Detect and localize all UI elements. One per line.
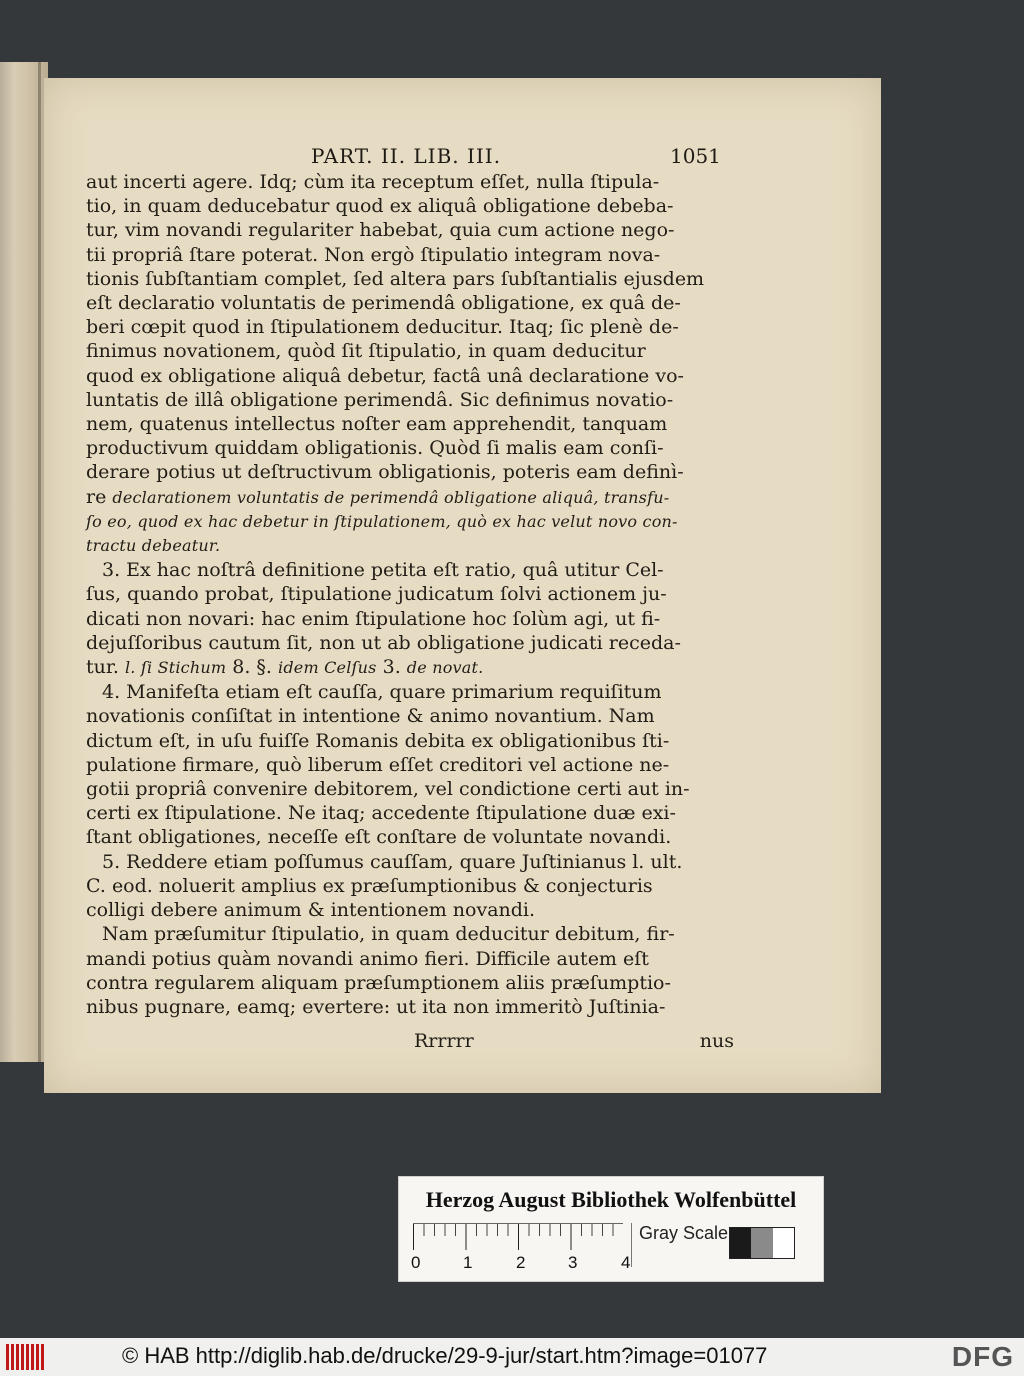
page-number: 1051 (670, 144, 721, 168)
page-header (44, 144, 881, 170)
gray-scale-swatches (729, 1227, 795, 1259)
italic-text: declarationem voluntatis de perimendâ obligatione aliquâ, transfu- (112, 487, 670, 507)
text-line: eſt declaratio voluntatis de perimendâ obligatione, ex quâ de- (86, 292, 681, 315)
paragraph-4 (86, 680, 736, 849)
ruler-labels (407, 1253, 637, 1275)
citation: idem Celſus (278, 658, 377, 678)
text-line: dejuſſoribus cautum ſit, non ut ab obligatione judicati receda- (86, 631, 681, 654)
text-line: colligi debere animum & intentionem novandi. (86, 899, 536, 922)
body-text (86, 170, 736, 1019)
ruler-label: 0 (411, 1253, 421, 1272)
page-edges (0, 62, 48, 1062)
ruler (413, 1223, 623, 1250)
swatch-white (773, 1228, 794, 1258)
text-line: Nam præſumitur ſtipulatio, in quam deducitur debitum, fir- (102, 923, 675, 946)
running-head: PART. II. LIB. III. (311, 144, 502, 168)
text-line: beri cœpit quod in ſtipulationem deducitur. Itaq; ſic plenè de- (86, 316, 679, 339)
catchword: nus (699, 1030, 734, 1052)
ruler-label: 2 (516, 1253, 526, 1272)
text-line: dicati non novari: hac enim ſtipulatione hoc ſolùm agi, ut fi- (86, 607, 661, 630)
text-line: derare potius ut deſtructivum obligationis, poteris eam definì- (86, 461, 684, 484)
text-line-mixed (86, 485, 736, 510)
text-line: ſus, quando probat, ſtipulatione judicatum ſolvi actionem ju- (86, 583, 667, 606)
citation-number: 3. (376, 656, 407, 679)
text-line: quod ex obligatione aliquâ debetur, factâ unâ declaratione vo- (86, 364, 684, 387)
paragraph-3 (86, 558, 736, 582)
swatch-black (730, 1228, 751, 1258)
swatch-gray (751, 1228, 772, 1258)
text-prefix: re (86, 485, 113, 508)
library-name: Herzog August Bibliothek Wolfenbüttel (425, 1187, 797, 1212)
paragraph-continuation (86, 170, 736, 558)
text-line: productivum quiddam obligationis. Quòd ſi malis eam conſi- (86, 437, 664, 460)
citation-line (86, 655, 736, 680)
citation-number: 8. §. (226, 656, 279, 679)
text-line: nem, quatenus intellectus noſter eam apprehendit, tanquam (86, 413, 668, 436)
italic-line: ſo eo, quod ex hac debetur in ſtipulationem, quò ex hac velut novo con- (86, 511, 678, 531)
text-line: dictum eſt, in uſu fuiſſe Romanis debita ex obligationibus ſti- (86, 729, 670, 752)
text-line: 3. Ex hac noſtrâ definitione petita eſt ratio, quâ utitur Cel- (102, 559, 664, 582)
citation: l. ſi Stichum (124, 658, 227, 678)
text-line: tionis ſubſtantiam complet, ſed altera pars ſubſtantialis ejusdem (86, 267, 705, 290)
text-line: aut incerti agere. Idq; cùm ita receptum eſſet, nulla ſtipula- (86, 171, 660, 193)
citation: de novat. (406, 658, 484, 678)
paragraph-5 (86, 850, 736, 923)
text-line: 5. Reddere etiam poſſumus cauſſam, quare Juſtinianus l. ult. (102, 850, 683, 873)
page-footer (86, 1030, 734, 1056)
text-line: luntatis de illâ obligatione perimendâ. Sic definimus novatio- (86, 388, 674, 411)
text-line: C. eod. noluerit amplius ex præſumptionibus & conjecturis (86, 874, 653, 897)
dfg-logo: DFG (951, 1341, 1014, 1372)
copyright-link[interactable]: © HAB http://diglib.hab.de/drucke/29-9-jur/start.htm?image=01077 (122, 1343, 768, 1368)
text-line: certi ex ſtipulatione. Ne itaq; accedente ſtipulatione duæ exi- (86, 802, 676, 825)
text-line: tii propriâ ſtare poterat. Non ergò ſtipulatio integram nova- (86, 243, 661, 266)
ruler-major-ticks (413, 1224, 623, 1250)
text-line: contra regularem aliquam præſumptionem aliis præſumptio- (86, 971, 671, 994)
scale-card (398, 1176, 824, 1282)
text-line: 4. Manifeſta etiam eſt cauſſa, quare primarium requiſitum (102, 681, 662, 704)
text-line: tio, in quam deducebatur quod ex aliquâ obligatione debeba- (86, 195, 674, 218)
text-line: finimus novationem, quòd ſit ſtipulatio, in quam deducitur (86, 340, 646, 363)
signature-mark: Rrrrrr (414, 1030, 474, 1052)
text-prefix: tur. (86, 656, 125, 679)
gray-scale-label: Gray Scale (639, 1223, 729, 1243)
text-line: ſtant obligationes, neceſſe eſt conſtare de voluntate novandi. (86, 826, 672, 849)
ruler-label: 1 (463, 1253, 473, 1272)
paragraph-6 (86, 922, 736, 1019)
text-line: gotii propriâ convenire debitorem, vel condictione certi aut in- (86, 778, 690, 801)
italic-line: tractu debeatur. (86, 536, 221, 556)
hab-logo-icon (6, 1344, 46, 1370)
text-line: novationis conſiſtat in intentione & animo novantium. Nam (86, 705, 655, 728)
ruler-label: 3 (568, 1253, 578, 1272)
text-line: mandi potius quàm novandi animo fieri. Difficile autem eſt (86, 947, 649, 970)
book-page (44, 78, 881, 1093)
text-line: pulatione firmare, quò liberum eſſet creditori vel actione ne- (86, 753, 670, 776)
ruler-label: 4 (621, 1253, 631, 1272)
text-line: nibus pugnare, eamq; evertere: ut ita non immeritò Juſtinia- (86, 995, 666, 1018)
text-line: tur, vim novandi regulariter habebat, quia cum actione nego- (86, 219, 675, 242)
paragraph-3-cont (86, 582, 736, 680)
footer-bar (0, 1338, 1024, 1376)
